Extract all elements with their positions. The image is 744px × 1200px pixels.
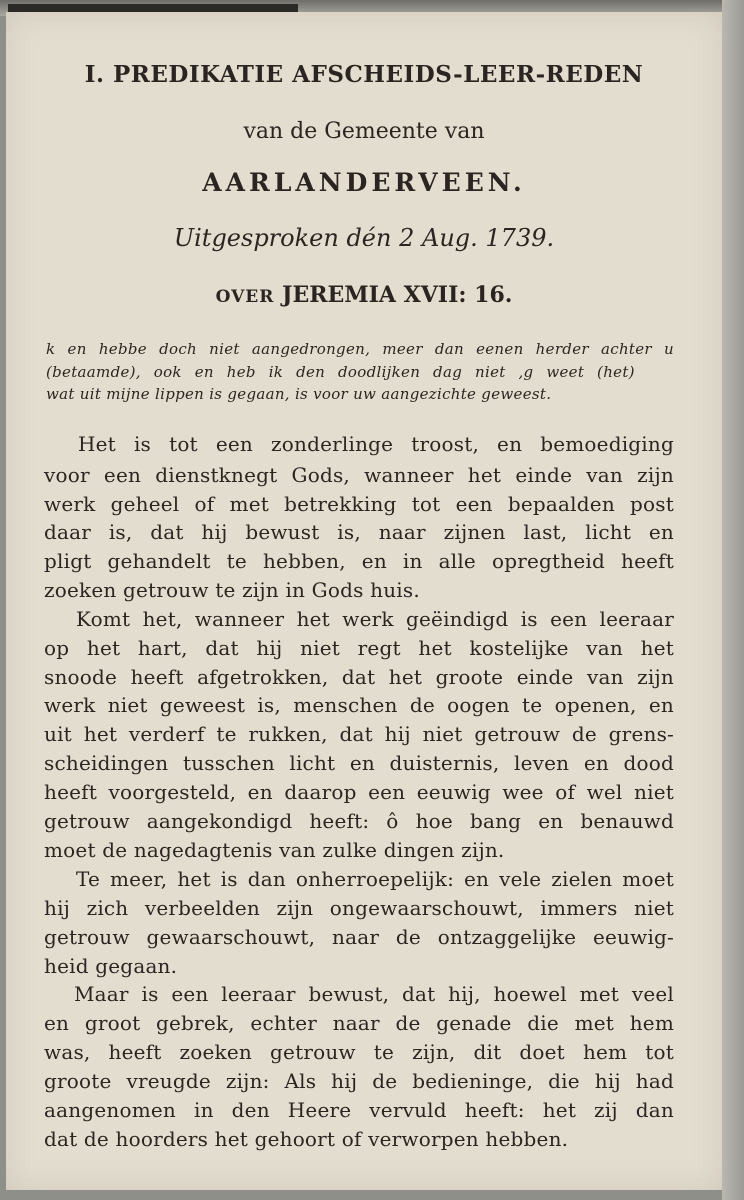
body-line: voor een dienstknegt Gods, wanneer het einde van zijn [44, 463, 674, 487]
body-line: en groot gebrek, echter naar de genade die met hem [44, 1011, 674, 1035]
body-line: daar is, dat hij bewust is, naar zijnen last, licht en [44, 520, 674, 544]
body-line: werk niet geweest is, menschen de oogen te openen, en [44, 693, 674, 717]
body-line: hij zich verbeelden zijn ongewaarschouwt, immers niet [44, 896, 674, 920]
body-line: dat de hoorders het gehoort of verworpen hebben. [44, 1127, 569, 1151]
body-line: moet de nagedagtenis van zulke dingen zijn. [44, 838, 505, 862]
body-line: werk geheel of met betrekking tot een bepaalden post [44, 492, 674, 516]
body-line: aangenomen in den Heere vervuld heeft: het zij dan [44, 1098, 674, 1122]
body-line: getrouw gewaarschouwt, naar de ontzaggelijke eeuwig- [44, 925, 674, 949]
scripture-reference-text: JEREMIA XVII: 16. [282, 282, 513, 308]
body-line: Komt het, wanneer het werk geëindigd is een leeraar [76, 607, 674, 631]
scripture-reference [6, 282, 722, 308]
body-line: scheidingen tusschen licht en duisternis, leven en dood [44, 751, 674, 775]
body-line: getrouw aangekondigd heeft: ô hoe bang en benauwd [44, 809, 674, 833]
body-line: groote vreugde zijn: Als hij de bedieninge, die hij had [44, 1069, 674, 1093]
sermon-title: I. PREDIKATIE AFSCHEIDS-LEER-REDEN [84, 61, 644, 88]
body-line: Het is tot een zonderlinge troost, en bemoediging [78, 432, 674, 456]
sermon-date: Uitgesproken dén 2 Aug. 1739. [173, 224, 555, 252]
body-line: op het hart, dat hij niet regt het kostelijke van het [44, 636, 674, 660]
body-line: heid gegaan. [44, 954, 178, 978]
body-line: uit het verderf te rukken, dat hij niet getrouw de grens- [44, 722, 674, 746]
binding-band [8, 4, 298, 12]
epigraph-line: k en hebbe doch niet aangedrongen, meer dan eenen herder achter u [46, 340, 674, 358]
place-name: AARLANDERVEEN. [202, 168, 526, 197]
sermon-subtitle: van de Gemeente van [243, 119, 485, 144]
book-right-edge [722, 0, 744, 1200]
body-line: snoode heeft afgetrokken, dat het groote einde van zijn [44, 665, 674, 689]
body-line: pligt gehandelt te hebben, en in alle opregtheid heeft [44, 549, 674, 573]
body-line: Maar is een leeraar bewust, dat hij, hoewel met veel [74, 982, 674, 1006]
body-line: was, heeft zoeken getrouw te zijn, dit doet hem tot [44, 1040, 674, 1064]
epigraph-line: wat uit mijne lippen is gegaan, is voor uw aangezichte geweest. [46, 385, 552, 403]
book-page [6, 12, 722, 1190]
epigraph-line: (betaamde), ook en heb ik den doodlijken dag niet ,g weet (het) [46, 363, 635, 381]
body-line: zoeken getrouw te zijn in Gods huis. [44, 578, 420, 602]
body-line: Te meer, het is dan onherroepelijk: en vele zielen moet [76, 867, 674, 891]
scripture-reference-prefix: OVER [215, 287, 275, 307]
body-line: heeft voorgesteld, en daarop een eeuwig wee of wel niet [44, 780, 674, 804]
